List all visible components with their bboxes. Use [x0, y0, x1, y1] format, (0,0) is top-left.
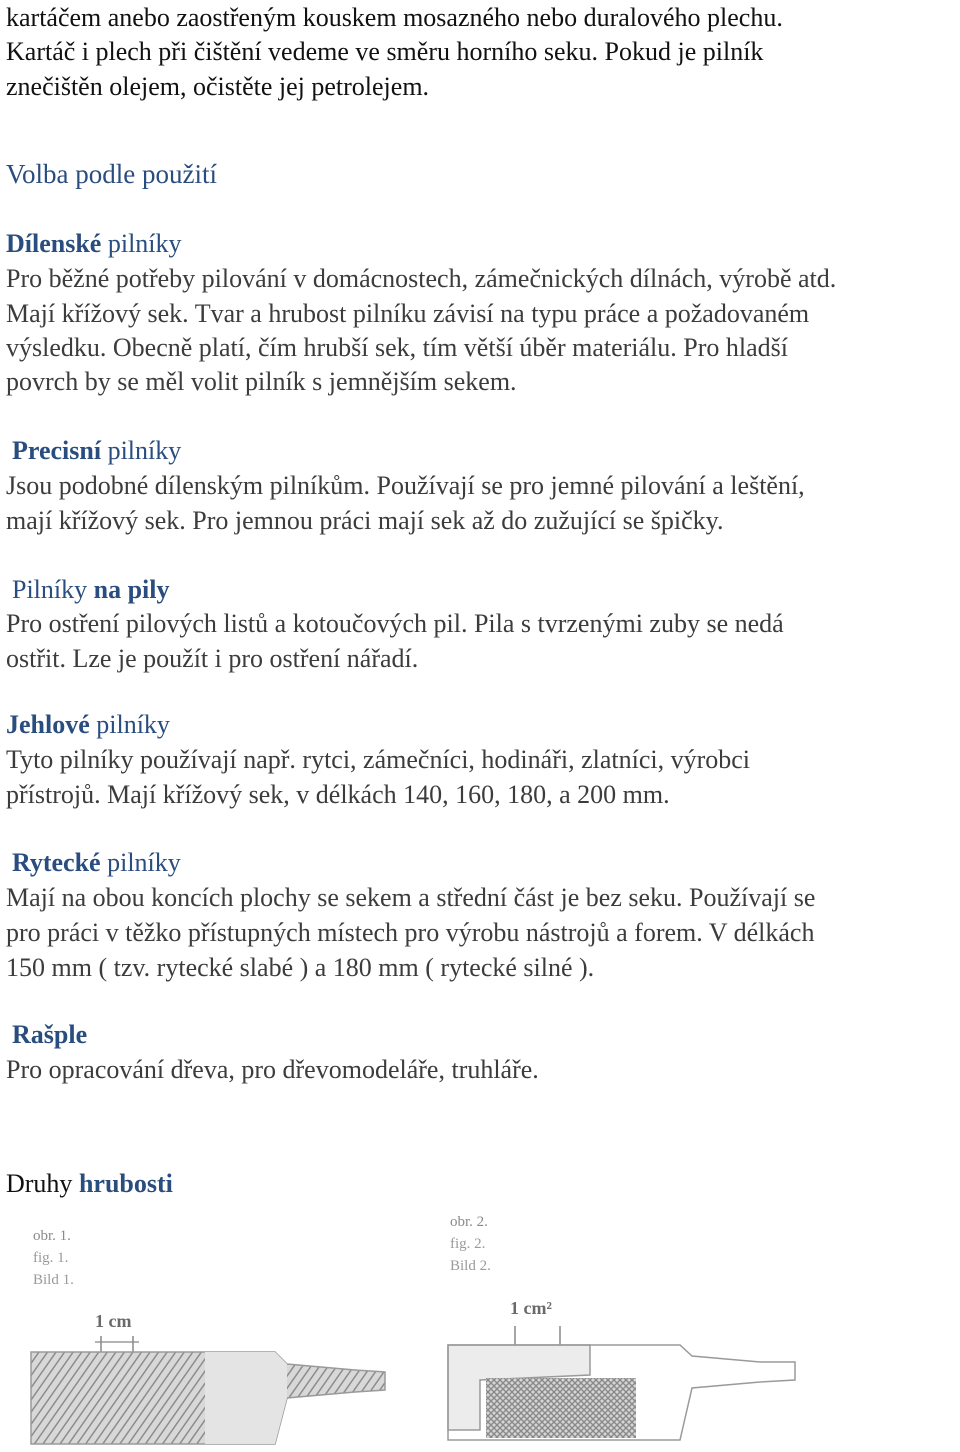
- figure-2-label-2: fig. 2.: [450, 1236, 486, 1252]
- heading-rytecke-bold: Rytecké: [12, 848, 101, 877]
- heading-precisni-bold: Precisní: [12, 436, 102, 465]
- rytecke-line-1: Mají na obou koncích plochy se sekem a střední část je bez seku. Používají se: [6, 883, 816, 912]
- heading-rytecke: [12, 845, 952, 880]
- heading-rytecke-rest: pilníky: [100, 848, 181, 877]
- heading-precisni: [12, 433, 952, 468]
- intro-line-2: Kartáč i plech při čištění vedeme ve směru horního seku. Pokud je pilník: [6, 37, 764, 66]
- section-title: Volba podle použití: [6, 159, 217, 189]
- heading-pily: [12, 572, 952, 607]
- rytecke-line-3: 150 mm ( tzv. rytecké slabé ) a 180 mm ( rytecké silné ).: [6, 953, 595, 982]
- figure-2-drawing: [440, 1200, 880, 1450]
- cut-pattern-2: [486, 1378, 636, 1438]
- jehlove-line-1: Tyto pilníky používají např. rytci, zámečníci, hodináři, zlatníci, výrobci: [6, 745, 751, 774]
- dilenske-line-1: Pro běžné potřeby pilování v domácnostech, zámečnických dílnách, výrobě atd.: [6, 264, 837, 293]
- precisni-line-2: mají křížový sek. Pro jemnou práci mají sek až do zužující se špičky.: [6, 506, 724, 535]
- heading-precisni-rest: pilníky: [101, 436, 182, 465]
- heading-druhy-bold: hrubosti: [78, 1169, 173, 1198]
- figure-1-measure: 1 cm: [95, 1311, 132, 1331]
- heading-druhy: [6, 1166, 946, 1201]
- figure-2-label-1: obr. 2.: [450, 1214, 488, 1230]
- heading-pily-rest: Pilníky: [12, 575, 94, 604]
- rasple-line-1: Pro opracování dřeva, pro dřevomodeláře, truhláře.: [6, 1055, 539, 1084]
- heading-jehlove-rest: pilníky: [89, 710, 170, 739]
- figure-2-measure: 1 cm²: [510, 1298, 552, 1318]
- heading-druhy-rest: Druhy: [6, 1169, 79, 1198]
- intro-line-3: znečištěn olejem, očistěte jej petrolejem.: [6, 72, 430, 101]
- figure-1: [25, 1212, 415, 1452]
- precisni-line-1: Jsou podobné dílenským pilníkům. Používají se pro jemné pilování a leštění,: [6, 471, 805, 500]
- jehlove-line-2: přístrojů. Mají křížový sek, v délkách 140, 160, 180, a 200 mm.: [6, 780, 670, 809]
- dilenske-line-3: výsledku. Obecně platí, čím hrubší sek, tím větší úběr materiálu. Pro hladší: [6, 333, 789, 362]
- figure-1-label-2: fig. 1.: [33, 1250, 69, 1266]
- figure-2-label-3: Bild 2.: [450, 1258, 491, 1274]
- heading-dilenske: [6, 226, 946, 261]
- heading-rasple: [12, 1017, 952, 1052]
- heading-dilenske-bold: Dílenské: [6, 229, 102, 258]
- heading-rasple-bold: Rašple: [12, 1020, 88, 1049]
- rytecke-line-2: pro práci v těžko přístupných místech pro výrobu nástrojů a forem. V délkách: [6, 918, 815, 947]
- intro-line-1: kartáčem anebo zaostřeným kouskem mosazného nebo duralového plechu.: [6, 3, 783, 32]
- dilenske-line-4: povrch by se měl volit pilník s jemnějším sekem.: [6, 367, 517, 396]
- figure-2: [440, 1200, 880, 1450]
- figure-1-label-3: Bild 1.: [33, 1272, 74, 1288]
- heading-dilenske-rest: pilníky: [101, 229, 182, 258]
- heading-jehlove: [6, 707, 946, 742]
- pily-line-2: ostřit. Lze je použít i pro ostření nářadí.: [6, 644, 419, 673]
- figure-1-label-1: obr. 1.: [33, 1228, 71, 1244]
- pily-line-1: Pro ostření pilových listů a kotoučových pil. Pila s tvrzenými zuby se nedá: [6, 609, 784, 638]
- dilenske-line-2: Mají křížový sek. Tvar a hrubost pilníku závisí na typu práce a požadovaném: [6, 299, 810, 328]
- heading-jehlove-bold: Jehlové: [6, 710, 90, 739]
- figure-1-drawing: [25, 1212, 415, 1452]
- heading-pily-bold: na pily: [93, 575, 170, 604]
